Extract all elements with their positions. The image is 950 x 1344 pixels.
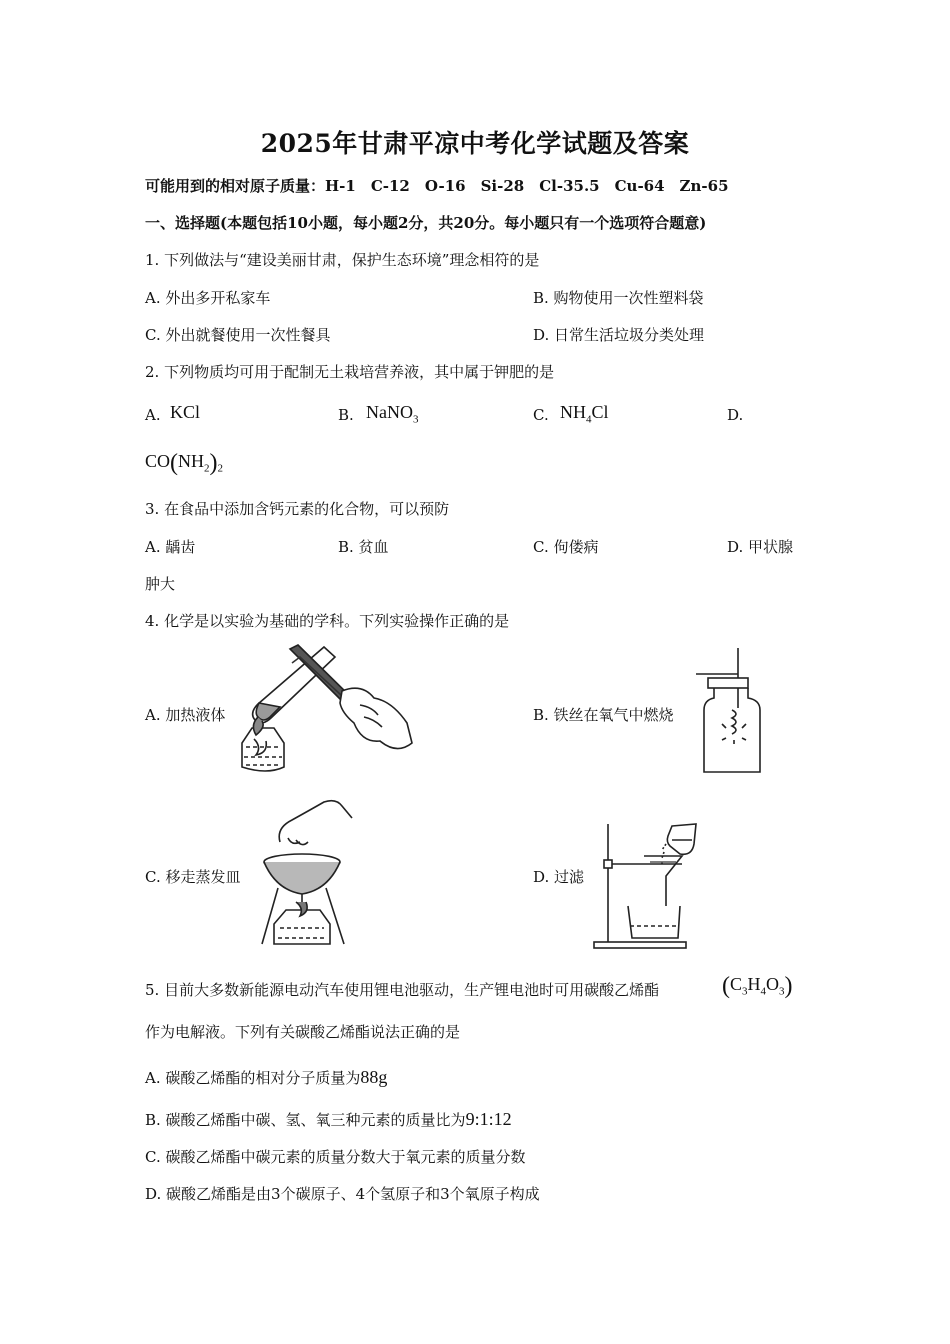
q5-option-a: A. 碳酸乙烯酯的相对分子质量为88g bbox=[145, 1067, 388, 1087]
q4-option-a: A. 加热液体 bbox=[145, 706, 226, 724]
q1-option-d: D. 日常生活垃圾分类处理 bbox=[533, 326, 705, 344]
q3-option-d-cont: 肿大 bbox=[145, 575, 176, 593]
q2-option-c-formula: $NH_4Cl$ bbox=[560, 402, 609, 426]
q3-option-d: D. 甲状腺 bbox=[727, 538, 794, 556]
q2-option-c-label: C. bbox=[533, 406, 549, 424]
q5-option-d: D. 碳酸乙烯酯是由3个碳原子、4个氢原子和3个氧原子构成 bbox=[145, 1185, 540, 1203]
q2-option-d-formula: $CO(NH_2)_2$ bbox=[145, 450, 224, 476]
q5-option-c: C. 碳酸乙烯酯中碳元素的质量分数大于氧元素的质量分数 bbox=[145, 1148, 526, 1166]
q5-option-a-value: 88g bbox=[360, 1067, 388, 1087]
q2-option-b-label: B. bbox=[338, 406, 354, 424]
evaporating-dish-figure bbox=[252, 798, 372, 948]
q1-option-a: A. 外出多开私家车 bbox=[145, 289, 271, 307]
q5-stem: 5. 目前大多数新能源电动汽车使用锂电池驱动，生产锂电池时可用碳酸乙烯酯 bbox=[145, 981, 660, 999]
q4-stem: 4. 化学是以实验为基础的学科。下列实验操作正确的是 bbox=[145, 612, 510, 630]
q1-option-b: B. 购物使用一次性塑料袋 bbox=[533, 289, 704, 307]
q2-option-b-formula: NaNO$_3$ bbox=[366, 402, 419, 426]
q2-option-a-label: A. bbox=[145, 406, 161, 424]
q4-option-b: B. 铁丝在氧气中燃烧 bbox=[533, 706, 674, 724]
q2-option-d-label: D. bbox=[727, 406, 744, 424]
q1-option-c: C. 外出就餐使用一次性餐具 bbox=[145, 326, 331, 344]
q3-option-b: B. 贫血 bbox=[338, 538, 389, 556]
section-heading: 一、选择题(本题包括10小题，每小题2分，共20分。每小题只有一个选项符合题意) bbox=[145, 214, 707, 232]
q2-stem: 2. 下列物质均可用于配制无土栽培营养液，其中属于钾肥的是 bbox=[145, 363, 555, 381]
q4-option-c: C. 移走蒸发皿 bbox=[145, 868, 241, 886]
q5-formula: $(C_3H_4O_3)$ bbox=[722, 973, 793, 999]
q5-stem-cont: 作为电解液。下列有关碳酸乙烯酯说法正确的是 bbox=[145, 1023, 461, 1041]
atomic-masses: 可能用到的相对原子质量：H-1 C-12 O-16 Si-28 Cl-35.5 Cu-64 Zn-65 bbox=[145, 177, 729, 195]
page-title: 2025年甘肃平凉中考化学试题及答案 bbox=[260, 129, 690, 158]
q3-option-c: C. 佝偻病 bbox=[533, 538, 599, 556]
q2-option-a-formula: KCl bbox=[170, 402, 201, 422]
q5-option-b: B. 碳酸乙烯酯中碳、氢、氧三种元素的质量比为9:1:12 bbox=[145, 1109, 512, 1129]
q3-stem: 3. 在食品中添加含钙元素的化合物，可以预防 bbox=[145, 500, 450, 518]
q1-stem: 1. 下列做法与“建设美丽甘肃，保护生态环境”理念相符的是 bbox=[145, 251, 540, 269]
iron-wire-burning-figure bbox=[692, 648, 764, 776]
heating-liquid-figure bbox=[232, 643, 417, 783]
q3-option-a: A. 龋齿 bbox=[145, 538, 196, 556]
q5-option-b-value: 9:1:12 bbox=[465, 1109, 512, 1129]
filtration-figure bbox=[592, 822, 712, 952]
q4-option-d: D. 过滤 bbox=[533, 868, 585, 886]
